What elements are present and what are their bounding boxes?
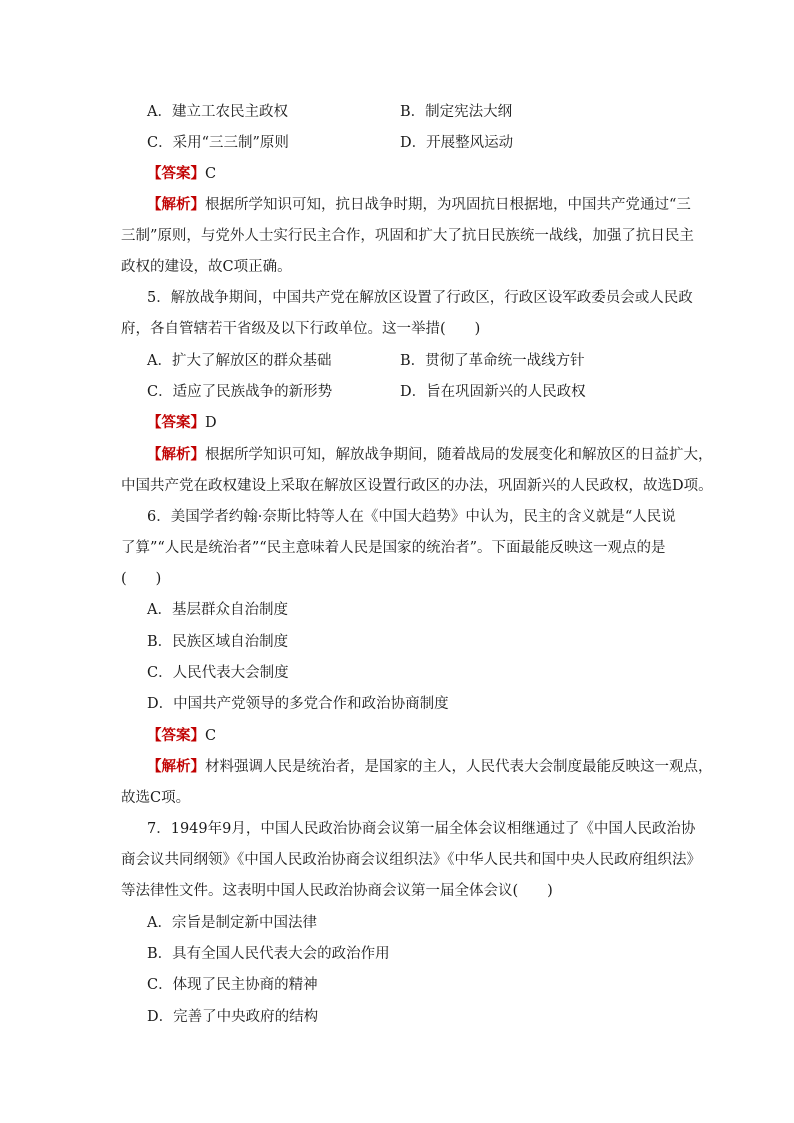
- analysis-tag: 【解析】: [147, 196, 205, 213]
- q7-option-c: C．体现了民主协商的精神: [147, 977, 318, 993]
- q4-option-c: C．采用“三三制”原则: [147, 135, 289, 151]
- analysis-text: 根据所学知识可知，解放战争期间，随着战局的发展变化和解放区的日益扩大，: [205, 447, 713, 463]
- q6-stem-line-1: 6．美国学者约翰·奈斯比特等人在《中国大趋势》中认为，民主的含义就是“人民说: [147, 509, 676, 525]
- q5-option-c: C．适应了民族战争的新形势: [147, 384, 333, 400]
- analysis-tag: 【解析】: [147, 758, 205, 775]
- answer-tag: 【答案】: [147, 727, 205, 744]
- q7-stem-line-2: 商会议共同纲领》《中国人民政治协商会议组织法》《中华人民共和国中央人民政府组织法》: [121, 852, 701, 868]
- answer-tag: 【答案】: [147, 165, 205, 182]
- q6-analysis-line-1: [147, 757, 713, 777]
- q7-stem-line-1: 7．1949年9月，中国人民政治协商会议第一届全体会议相继通过了《中国人民政治协: [147, 821, 696, 837]
- q7-option-a: A．宗旨是制定新中国法律: [147, 915, 317, 931]
- q6-stem-line-3: ( ): [121, 571, 162, 587]
- answer-value: D: [205, 415, 217, 431]
- q6-option-a: A．基层群众自治制度: [147, 602, 288, 618]
- q6-option-d: D．中国共产党领导的多党合作和政治协商制度: [147, 696, 449, 712]
- q4-analysis-line-1: [147, 195, 691, 215]
- q4-answer: [147, 164, 216, 184]
- answer-value: C: [205, 166, 217, 182]
- q6-option-b: B．民族区域自治制度: [147, 634, 289, 650]
- q5-option-b: B．贯彻了革命统一战线方针: [400, 353, 585, 369]
- answer-tag: 【答案】: [147, 414, 205, 431]
- q5-stem-line-2: 府，各自管辖若干省级及以下行政单位。这一举措( ): [121, 321, 481, 337]
- q4-analysis-line-3: 政权的建设，故C项正确。: [121, 259, 292, 275]
- q6-stem-line-2: 了算”“人民是统治者”“民主意味着人民是国家的统治者”。下面最能反映这一观点的是: [121, 540, 666, 556]
- analysis-tag: 【解析】: [147, 446, 205, 463]
- analysis-text: 根据所学知识可知，抗日战争时期，为巩固抗日根据地，中国共产党通过“三: [205, 197, 691, 213]
- q4-option-d: D．开展整风运动: [400, 135, 514, 151]
- q5-analysis-line-2: 中国共产党在政权建设上采取在解放区设置行政区的办法，巩固新兴的人民政权，故选D项。: [121, 478, 713, 494]
- analysis-text: 材料强调人民是统治者，是国家的主人，人民代表大会制度最能反映这一观点，: [205, 759, 713, 775]
- q4-option-a: A．建立工农民主政权: [147, 104, 288, 120]
- q5-stem-line-1: 5．解放战争期间，中国共产党在解放区设置了行政区，行政区设军政委员会或人民政: [147, 290, 693, 306]
- q6-option-c: C．人民代表大会制度: [147, 665, 289, 681]
- q7-stem-line-3: 等法律性文件。这表明中国人民政治协商会议第一届全体会议( ): [121, 883, 553, 899]
- q7-option-d: D．完善了中央政府的结构: [147, 1009, 319, 1025]
- q5-option-a: A．扩大了解放区的群众基础: [147, 353, 332, 369]
- answer-value: C: [205, 728, 217, 744]
- q7-option-b: B．具有全国人民代表大会的政治作用: [147, 946, 390, 962]
- q5-answer: [147, 413, 217, 433]
- q4-option-b: B．制定宪法大纲: [400, 104, 513, 120]
- q6-analysis-line-2: 故选C项。: [121, 790, 191, 806]
- q5-option-d: D．旨在巩固新兴的人民政权: [400, 384, 586, 400]
- q4-analysis-line-2: 三制”原则，与党外人士实行民主合作，巩固和扩大了抗日民族统一战线，加强了抗日民主: [121, 228, 694, 244]
- q6-answer: [147, 726, 216, 746]
- q5-analysis-line-1: [147, 445, 713, 465]
